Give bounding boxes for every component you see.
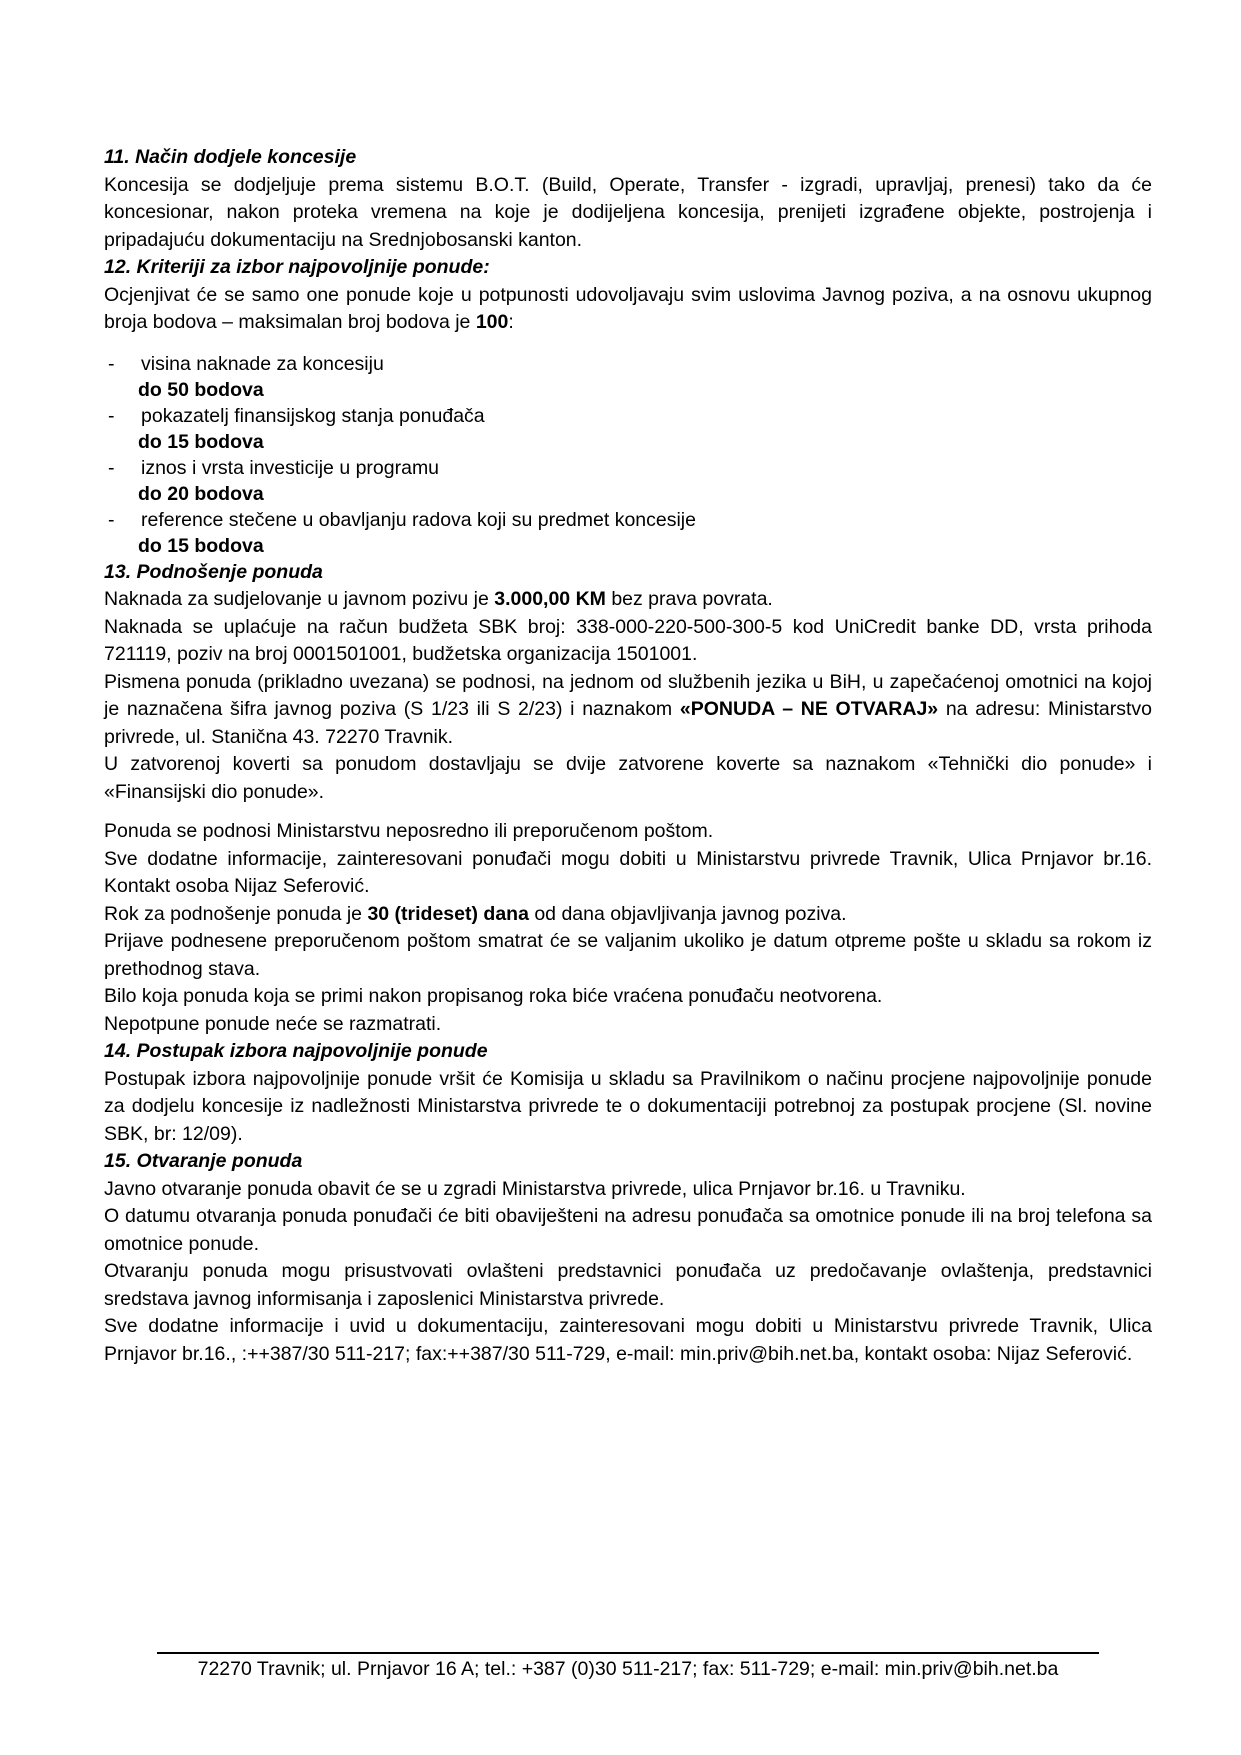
section-12-intro: Ocjenjivat će se samo one ponude koje u potpunosti udovoljavaju svim uslovima Javnog poziva, a na osnovu ukupnog broja bodova – maksimalan broj bodova je 100: <box>104 283 1152 333</box>
criterion-label: pokazatelj finansijskog stanja ponuđača <box>141 404 485 427</box>
footer <box>157 1652 1099 1682</box>
section-13-submission-block <box>104 818 1152 1038</box>
section-13-late: Bilo koja ponuda koja se primi nakon propisanog roka biće vraćena ponuđaču neotvorena. <box>104 985 883 1007</box>
criterion-label: visina naknade za koncesiju <box>141 352 384 375</box>
criterion-points: do 20 bodova <box>138 482 264 505</box>
section-13-two-envelopes: U zatvorenoj koverti sa ponudom dostavljaju se dvije zatvorene koverte sa naznakom «Tehnički dio ponude» i «Finansijski dio ponude». <box>104 753 1152 803</box>
section-12-heading: 12. Kriteriji za izbor najpovoljnije ponude: <box>104 256 490 278</box>
criterion-item <box>104 507 1152 533</box>
section-15-heading: 15. Otvaranje ponuda <box>104 1150 303 1172</box>
section-12 <box>104 254 1152 559</box>
criterion-dash: - <box>108 456 115 479</box>
section-13 <box>104 559 1152 1039</box>
section-13-submission: Ponuda se podnosi Ministarstvu neposredno ili preporučenom poštom. <box>104 820 714 842</box>
criterion-dash: - <box>108 508 115 531</box>
section-14-procedure: Postupak izbora najpovoljnije ponude vršit će Komisija u skladu sa Pravilnikom o načinu procjene najpovoljnije ponude za dodjelu koncesije iz nadležnosti Ministarstva privrede te o dokumentaciji potrebnoj za postupak procjene (Sl. novine SBK, br: 12/09). <box>104 1067 1152 1145</box>
section-15-opening: Javno otvaranje ponuda obavit će se u zgradi Ministarstva privrede, ulica Prnjavor br.16. u Travniku. <box>104 1177 966 1200</box>
section-11-heading: 11. Način dodjele koncesije <box>104 146 357 168</box>
section-13-account: Naknada se uplaćuje na račun budžeta SBK broj: 338-000-220-500-300-5 kod UniCredit banke DD, vrsta prihoda 721119, poziv na broj 0001501001, budžetska organizacija 1501001. <box>104 615 1152 665</box>
criterion-item <box>104 351 1152 377</box>
section-15-notify: O datumu otvaranja ponuda ponuđači će biti obaviješteni na adresu ponuđača sa omotnice ponude ili na broj telefona sa omotnice ponude. <box>104 1205 1152 1255</box>
criterion-points: do 15 bodova <box>138 430 264 453</box>
criterion-dash: - <box>108 404 115 427</box>
criteria-list <box>104 351 1152 559</box>
section-13-mail: Prijave podnesene preporučenom poštom smatrat će se valjanim ukoliko je datum otpreme pošte u skladu sa rokom iz prethodnog stava. <box>104 930 1152 980</box>
criterion-points: do 50 bodova <box>138 378 264 401</box>
criterion-points: do 15 bodova <box>138 534 264 557</box>
section-15-contact: Sve dodatne informacije i uvid u dokumentaciju, zainteresovani mogu dobiti u Ministarstvu privrede Travnik, Ulica Prnjavor br.16., :++387/30 511-217; fax:++387/30 511-729, e-mail: min.priv@bih.net.ba, kontakt osoba: Nijaz Seferović. <box>104 1315 1152 1365</box>
footer-text: 72270 Travnik; ul. Prnjavor 16 A; tel.: +387 (0)30 511-217; fax: 511-729; e-mail: min.priv@bih.net.ba <box>197 1658 1059 1680</box>
section-11 <box>104 144 1152 254</box>
document-body <box>104 144 1152 1368</box>
section-13-info: Sve dodatne informacije, zainteresovani ponuđači mogu dobiti u Ministarstvu privrede Travnik, Ulica Prnjavor br.16. Kontakt osoba Nijaz Seferović. <box>104 847 1152 897</box>
criterion-dash: - <box>108 352 115 375</box>
section-13-deadline: Rok za podnošenje ponuda je 30 (trideset) dana od dana objavljivanja javnog poziva. <box>104 902 847 925</box>
section-13-fee: Naknada za sudjelovanje u javnom pozivu je 3.000,00 KM bez prava povrata. <box>104 588 773 610</box>
section-14 <box>104 1038 1152 1148</box>
section-14-heading: 14. Postupak izbora najpovoljnije ponude <box>104 1040 488 1062</box>
section-13-incomplete: Nepotpune ponude neće se razmatrati. <box>104 1012 442 1035</box>
section-13-heading: 13. Podnošenje ponuda <box>104 560 323 583</box>
section-11-paragraph-bot: Koncesija se dodjeljuje prema sistemu B.O.T. (Build, Operate, Transfer - izgradi, upravljaj, prenesi) tako da će koncesionar, nakon proteka vremena na koje je dodijeljena koncesija, prenijeti izgrađene objekte, postrojenja i pripadajuću dokumentaciju na Srednjobosanski kanton. <box>104 173 1152 251</box>
criterion-item <box>104 455 1152 481</box>
section-13-envelope: Pismena ponuda (prikladno uvezana) se podnosi, na jednom od službenih jezika u BiH, u zapečaćenoj omotnici na kojoj je naznačena šifra javnog poziva (S 1/23 ili S 2/23) i naznakom «PONUDA – NE OTVARAJ» na adresu: Ministarstvo privrede, ul. Stanična 43. 72270 Travnik. <box>104 670 1152 748</box>
criterion-item <box>104 403 1152 429</box>
section-15-attend: Otvaranju ponuda mogu prisustvovati ovlašteni predstavnici ponuđača uz predočavanje ovlaštenja, predstavnici sredstava javnog informisanja i zaposlenici Ministarstva privrede. <box>104 1260 1152 1310</box>
criterion-label: reference stečene u obavljanju radova koji su predmet koncesije <box>141 508 696 531</box>
section-15 <box>104 1148 1152 1368</box>
criterion-label: iznos i vrsta investicije u programu <box>141 456 440 479</box>
